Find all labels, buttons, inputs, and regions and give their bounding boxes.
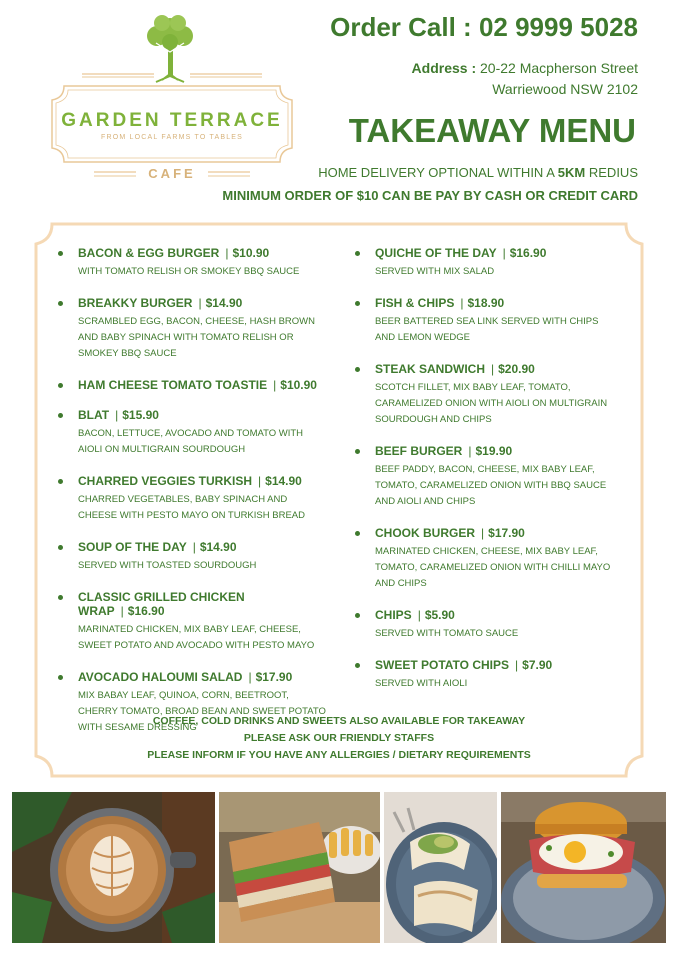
menu-item-price: $7.90: [522, 658, 553, 672]
menu-item-price: $10.90: [280, 378, 317, 392]
menu-item-title: [78, 474, 328, 488]
price-separator: |: [258, 474, 262, 488]
logo: [44, 10, 300, 190]
menu-item: [58, 474, 328, 524]
menu-item-title: [78, 408, 328, 422]
wrap-photo: [384, 792, 497, 943]
menu-item: [355, 444, 620, 510]
bullet-icon: [355, 449, 360, 454]
menu-item-description: BEEF PADDY, BACON, CHEESE, MIX BABY LEAF, TOMATO, CARAMELIZED ONION WITH BBQ SAUCE AND AIOLI AND CHIPS: [375, 464, 607, 507]
page-title: TAKEAWAY MENU: [348, 112, 636, 149]
delivery-prefix: HOME DELIVERY OPTIONAL WITHIN A: [318, 165, 555, 180]
price-separator: |: [225, 246, 229, 260]
menu-item-title: [375, 444, 620, 458]
delivery-suffix: REDIUS: [588, 165, 638, 180]
menu-item-price: $16.90: [127, 604, 165, 618]
tree-icon: [147, 15, 193, 82]
bullet-icon: [58, 479, 63, 484]
menu-item: [58, 590, 328, 654]
menu-item: [355, 608, 620, 642]
menu-item-name: QUICHE OF THE DAY: [375, 246, 497, 260]
price-separator: |: [468, 444, 472, 458]
menu-item: [355, 526, 620, 592]
menu-item-title: [78, 296, 328, 310]
menu-item-price: $10.90: [232, 246, 270, 260]
bullet-icon: [58, 413, 63, 418]
menu-item: [58, 296, 328, 362]
menu-item: [58, 378, 328, 392]
price-separator: |: [273, 378, 277, 392]
note-line: PLEASE INFORM IF YOU HAVE ANY ALLERGIES / DIETARY REQUIREMENTS: [147, 749, 531, 761]
menu-item-title: [375, 658, 620, 672]
bullet-icon: [58, 251, 63, 256]
menu-item-description: SERVED WITH MIX SALAD: [375, 266, 495, 277]
menu-item-description: WITH TOMATO RELISH OR SMOKEY BBQ SAUCE: [78, 266, 300, 277]
menu-column-left: [58, 246, 328, 752]
menu-item-description: CHARRED VEGETABLES, BABY SPINACH AND CHEESE WITH PESTO MAYO ON TURKISH BREAD: [78, 494, 305, 521]
menu-item: [355, 296, 620, 346]
bullet-icon: [58, 545, 63, 550]
logo-frame: [44, 10, 300, 190]
bullet-icon: [58, 595, 63, 600]
bullet-icon: [58, 675, 63, 680]
menu-item-name: BACON & EGG BURGER: [78, 246, 220, 260]
price-separator: |: [515, 658, 519, 672]
price-separator: |: [491, 362, 495, 376]
price-separator: |: [248, 670, 252, 684]
menu-item: [355, 362, 620, 428]
menu-item: [355, 658, 620, 692]
menu-item-title: [78, 540, 328, 554]
bullet-icon: [355, 663, 360, 668]
price-separator: |: [481, 526, 485, 540]
note-line: COFFEE, COLD DRINKS AND SWEETS ALSO AVAILABLE FOR TAKEAWAY: [152, 715, 526, 727]
menu-item-name: BREAKKY BURGER: [78, 296, 193, 310]
logo-cafe: CAFE: [148, 166, 196, 181]
address-line1: 20-22 Macpherson Street: [480, 60, 638, 76]
address-label: Address :: [411, 60, 477, 76]
menu-item-price: $14.90: [199, 540, 237, 554]
menu-item-price: $20.90: [498, 362, 535, 376]
bullet-icon: [355, 251, 360, 256]
menu-item-price: $14.90: [265, 474, 302, 488]
menu-item-description: SERVED WITH TOASTED SOURDOUGH: [78, 560, 257, 571]
menu-item-name: STEAK SANDWICH: [375, 362, 485, 376]
address-line2: Warriewood NSW 2102: [492, 81, 638, 97]
menu-item-description: SCOTCH FILLET, MIX BABY LEAF, TOMATO, CARAMELIZED ONION WITH AIOLI ON MULTIGRAIN SOURDOUGH AND CHIPS: [375, 382, 608, 425]
menu-column-right: [355, 246, 620, 708]
logo-tagline: FROM LOCAL FARMS TO TABLES: [100, 134, 244, 141]
menu-item-price: $17.90: [255, 670, 293, 684]
menu-item-title: [375, 362, 620, 376]
menu-item-name: CHARRED VEGGIES TURKISH: [78, 474, 253, 488]
menu-item-name: CLASSIC GRILLED CHICKEN WRAP: [78, 590, 245, 618]
menu-item-name: AVOCADO HALOUMI SALAD: [78, 670, 243, 684]
menu-item-name: HAM CHEESE TOMATO TOASTIE: [78, 378, 268, 392]
menu-item-name: SWEET POTATO CHIPS: [375, 658, 510, 672]
bullet-icon: [58, 383, 63, 388]
menu-item-price: $15.90: [122, 408, 159, 422]
menu-item-price: $5.90: [424, 608, 455, 622]
menu-item-description: MARINATED CHICKEN, CHEESE, MIX BABY LEAF, TOMATO, CARAMELIZED ONION WITH CHILLI MAYO AND CHIPS: [375, 546, 611, 589]
menu-item-title: [375, 246, 620, 260]
menu-item: [58, 246, 328, 280]
price-separator: |: [198, 296, 202, 310]
menu-item-price: $14.90: [205, 296, 243, 310]
delivery-note: [318, 165, 638, 180]
bullet-icon: [355, 367, 360, 372]
logo-name: GARDEN TERRACE: [61, 110, 283, 131]
sandwich-photo: [219, 792, 380, 943]
burger-photo: [501, 792, 666, 943]
bullet-icon: [355, 613, 360, 618]
menu-item-price: $18.90: [467, 296, 505, 310]
menu-item-description: BEER BATTERED SEA LINK SERVED WITH CHIPS AND LEMON WEDGE: [375, 316, 599, 343]
menu-item-name: FISH & CHIPS: [375, 296, 455, 310]
price-separator: |: [502, 246, 506, 260]
menu-item-title: [375, 526, 620, 540]
menu-item-name: CHOOK BURGER: [375, 526, 476, 540]
menu-item-description: SERVED WITH AIOLI: [375, 678, 468, 689]
menu-item: [355, 246, 620, 280]
note-line: PLEASE ASK OUR FRIENDLY STAFFS: [243, 732, 435, 744]
latte-photo: [12, 792, 215, 943]
menu-item-name: BLAT: [78, 408, 110, 422]
menu-item-name: BEEF BURGER: [375, 444, 463, 458]
bullet-icon: [58, 301, 63, 306]
menu-item-title: [78, 670, 328, 684]
menu-item-description: SERVED WITH TOMATO SAUCE: [375, 628, 519, 639]
menu-item-description: SCRAMBLED EGG, BACON, CHEESE, HASH BROWN AND BABY SPINACH WITH TOMATO RELISH OR SMOKEY BBQ SAUCE: [78, 316, 316, 359]
menu-item-title: [78, 246, 328, 260]
bullet-icon: [355, 531, 360, 536]
menu-item-description: BACON, LETTUCE, AVOCADO AND TOMATO WITH AIOLI ON MULTIGRAIN SOURDOUGH: [78, 428, 304, 455]
menu-item: [58, 408, 328, 458]
price-separator: |: [417, 608, 421, 622]
menu-item-title: [78, 378, 328, 392]
menu-item-title: [375, 296, 620, 310]
order-call-phone[interactable]: Order Call : 02 9999 5028: [330, 12, 638, 42]
footer-notes: [30, 713, 648, 764]
bullet-icon: [355, 301, 360, 306]
address-block: [412, 58, 638, 100]
minimum-order-note: MINIMUM ORDER OF $10 CAN BE PAY BY CASH OR CREDIT CARD: [222, 188, 638, 203]
menu-item-price: $17.90: [488, 526, 525, 540]
menu-item-description: MARINATED CHICKEN, MIX BABY LEAF, CHEESE, SWEET POTATO AND AVOCADO WITH PESTO MAYO: [78, 624, 315, 651]
price-separator: |: [460, 296, 464, 310]
delivery-distance: 5KM: [557, 165, 586, 180]
price-separator: |: [115, 408, 119, 422]
menu-item-name: CHIPS: [375, 608, 412, 622]
menu-item-title: [375, 608, 620, 622]
price-separator: |: [192, 540, 196, 554]
menu-item-description: MIX BABAY LEAF, QUINOA, CORN, BEETROOT, CHERRY TOMATO, BROAD BEAN AND SWEET POTATO WITH SESAME DRESSING: [78, 690, 326, 733]
price-separator: |: [120, 604, 124, 618]
menu-item: [58, 540, 328, 574]
menu-item-price: $16.90: [509, 246, 547, 260]
menu-item-name: SOUP OF THE DAY: [78, 540, 187, 554]
menu-item-price: $19.90: [475, 444, 513, 458]
menu-item-title: [78, 590, 328, 618]
